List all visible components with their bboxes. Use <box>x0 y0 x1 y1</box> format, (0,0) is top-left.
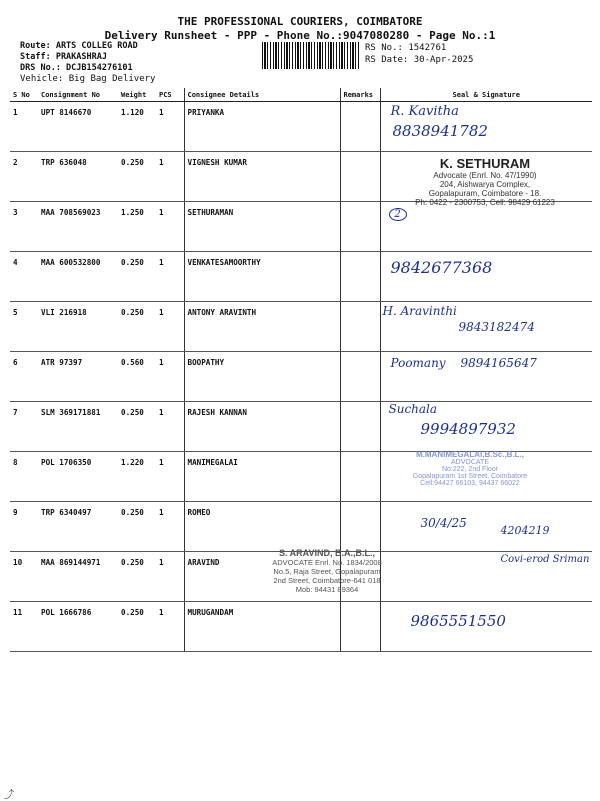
row-remarks <box>340 102 380 152</box>
col-signature: Seal & Signature <box>380 88 592 102</box>
row-remarks <box>340 352 380 402</box>
row-weight: 0.250 <box>118 602 156 652</box>
row-sno: 6 <box>10 352 38 402</box>
table-row <box>10 252 592 302</box>
row-weight: 0.250 <box>118 152 156 202</box>
row-consignment-no: MAA 869144971 <box>38 552 118 602</box>
stamp-aravind <box>252 548 402 594</box>
rs-date: RS Date: 30-Apr-2025 <box>365 55 474 65</box>
row-signature <box>380 302 592 352</box>
row-remarks <box>340 502 380 552</box>
row-pcs: 1 <box>156 402 184 452</box>
handwritten-phone: 9994897932 <box>420 420 516 438</box>
table-row <box>10 602 592 652</box>
table-row <box>10 352 592 402</box>
col-remarks: Remarks <box>340 88 380 102</box>
row-remarks <box>340 402 380 452</box>
row-consignment-no: TRP 6340497 <box>38 502 118 552</box>
row-consignment-no: MAA 708569023 <box>38 202 118 252</box>
row-remarks <box>340 202 380 252</box>
table-header-row <box>10 88 592 102</box>
row-consignee: SETHURAMAN <box>184 202 340 252</box>
row-weight: 0.560 <box>118 352 156 402</box>
handwritten-signature: 30/4/25 <box>420 516 467 530</box>
row-signature <box>380 502 592 552</box>
stamp-aravind-line: ADVOCATE Enrl. No. 1834/2008 <box>272 558 382 567</box>
row-sno: 1 <box>10 102 38 152</box>
col-sno: S No <box>10 88 38 102</box>
stamp-aravind-name: S. ARAVIND, B.A.,B.L., <box>278 548 375 558</box>
row-sno: 11 <box>10 602 38 652</box>
stamp-aravind-line: No.5, Raja Street, Gopalapuram <box>273 567 381 576</box>
stamp-sethuram-line: Ph: 0422 - 2300753, Cell: 98429 61223 <box>415 198 555 207</box>
handwritten-phone: 9894165647 <box>460 356 537 370</box>
row-consignee: VENKATESAMOORTHY <box>184 252 340 302</box>
stamp-manimegalai <box>365 450 575 487</box>
handwritten-signature: Covi-erod Sriman <box>500 554 590 565</box>
staff-label: Staff: PRAKASHRAJ <box>20 52 107 62</box>
stamp-manimegalai-name: M.MANIMEGALAI,B.Sc.,B.L., <box>416 450 524 459</box>
row-sno: 4 <box>10 252 38 302</box>
row-weight: 1.250 <box>118 202 156 252</box>
row-consignment-no: ATR 97397 <box>38 352 118 402</box>
row-sno: 10 <box>10 552 38 602</box>
rs-number: RS No.: 1542761 <box>365 43 447 53</box>
row-pcs: 1 <box>156 152 184 202</box>
row-pcs: 1 <box>156 352 184 402</box>
row-sno: 9 <box>10 502 38 552</box>
table-row <box>10 402 592 452</box>
row-consignee: MURUGANDAM <box>184 602 340 652</box>
row-consignee: BOOPATHY <box>184 352 340 402</box>
row-consignee: ARAVIND <box>184 552 340 602</box>
row-weight: 1.120 <box>118 102 156 152</box>
row-consignment-no: POL 1706350 <box>38 452 118 502</box>
row-pcs: 1 <box>156 452 184 502</box>
table-row <box>10 202 592 252</box>
handwritten-signature: 2 <box>389 208 407 221</box>
stamp-manimegalai-line: No:222, 2nd Floor <box>441 466 499 473</box>
handwritten-phone: 9843182474 <box>458 320 535 334</box>
row-weight: 0.250 <box>118 502 156 552</box>
col-weight: Weight <box>118 88 156 102</box>
row-sno: 7 <box>10 402 38 452</box>
stamp-sethuram-line: Advocate (Enrl. No. 47/1990) <box>433 171 537 180</box>
drs-label: DRS No.: DCJB154276101 <box>20 63 133 73</box>
row-pcs: 1 <box>156 102 184 152</box>
row-remarks <box>340 152 380 202</box>
row-weight: 0.250 <box>118 302 156 352</box>
row-weight: 0.250 <box>118 402 156 452</box>
row-consignee: RAJESH KANNAN <box>184 402 340 452</box>
row-consignment-no: TRP 636048 <box>38 152 118 202</box>
row-remarks <box>340 252 380 302</box>
row-consignment-no: UPT 8146670 <box>38 102 118 152</box>
row-consignment-no: VLI 216918 <box>38 302 118 352</box>
handwritten-signature: 9842677368 <box>390 258 493 277</box>
vehicle-label: Vehicle: Big Bag Delivery <box>20 74 156 84</box>
row-weight: 1.220 <box>118 452 156 502</box>
stamp-sethuram-line: 204, Aishwarya Complex, <box>439 180 531 189</box>
row-remarks <box>340 602 380 652</box>
row-consignment-no: MAA 600532800 <box>38 252 118 302</box>
handwritten-phone: 8838941782 <box>392 122 488 140</box>
handwritten-signature: H. Aravinthi <box>382 304 457 318</box>
row-consignee: PRIYANKA <box>184 102 340 152</box>
row-signature <box>380 602 592 652</box>
stamp-sethuram-line: Gopalapuram, Coimbatore - 18. <box>428 189 542 198</box>
barcode <box>262 42 360 69</box>
row-consignment-no: POL 1666786 <box>38 602 118 652</box>
row-weight: 0.250 <box>118 252 156 302</box>
row-consignment-no: SLM 369171881 <box>38 402 118 452</box>
col-consignment: Consignment No <box>38 88 118 102</box>
row-sno: 3 <box>10 202 38 252</box>
row-signature <box>380 102 592 152</box>
stamp-aravind-line: 2nd Street, Coimbatore-641 018 <box>273 576 381 585</box>
row-consignee: MANIMEGALAI <box>184 452 340 502</box>
table-row <box>10 502 592 552</box>
row-consignee: ROMEO <box>184 502 340 552</box>
row-signature <box>380 252 592 302</box>
handwritten-phone: 4204219 <box>500 524 550 537</box>
stamp-sethuram <box>395 156 575 207</box>
company-title: THE PROFESSIONAL COURIERS, COIMBATORE <box>177 15 423 28</box>
row-pcs: 1 <box>156 202 184 252</box>
row-consignee: ANTONY ARAVINTH <box>184 302 340 352</box>
stamp-aravind-line: Mob: 94431 89364 <box>295 585 359 594</box>
row-pcs: 1 <box>156 602 184 652</box>
row-remarks <box>340 302 380 352</box>
row-pcs: 1 <box>156 502 184 552</box>
stamp-sethuram-name: K. SETHURAM <box>439 156 531 171</box>
row-consignee: VIGNESH KUMAR <box>184 152 340 202</box>
handwritten-signature: Poomany <box>390 356 446 370</box>
stamp-manimegalai-line: Cell:94427 66103, 94437 66022 <box>420 480 520 487</box>
row-pcs: 1 <box>156 552 184 602</box>
runsheet-subtitle: Delivery Runsheet - PPP - Phone No.:9047080280 - Page No.:1 <box>104 29 496 42</box>
row-signature <box>380 402 592 452</box>
row-weight: 0.250 <box>118 552 156 602</box>
row-signature <box>380 552 592 602</box>
footer-mark: ⤴ <box>4 790 14 801</box>
route-label: Route: ARTS COLLEG ROAD <box>20 41 138 51</box>
row-sno: 2 <box>10 152 38 202</box>
row-sno: 8 <box>10 452 38 502</box>
handwritten-signature: Suchala <box>388 402 438 416</box>
handwritten-signature: 9865551550 <box>410 612 506 630</box>
stamp-manimegalai-line: Gopalapuram 1st Street, Coimbatore <box>412 473 528 480</box>
row-pcs: 1 <box>156 252 184 302</box>
row-pcs: 1 <box>156 302 184 352</box>
row-signature <box>380 202 592 252</box>
table-row <box>10 302 592 352</box>
col-consignee: Consignee Details <box>184 88 340 102</box>
row-sno: 5 <box>10 302 38 352</box>
row-signature <box>380 352 592 402</box>
table-row <box>10 102 592 152</box>
handwritten-signature: R. Kavitha <box>390 104 459 119</box>
col-pcs: PCS <box>156 88 184 102</box>
stamp-manimegalai-line: ADVOCATE <box>451 459 489 466</box>
